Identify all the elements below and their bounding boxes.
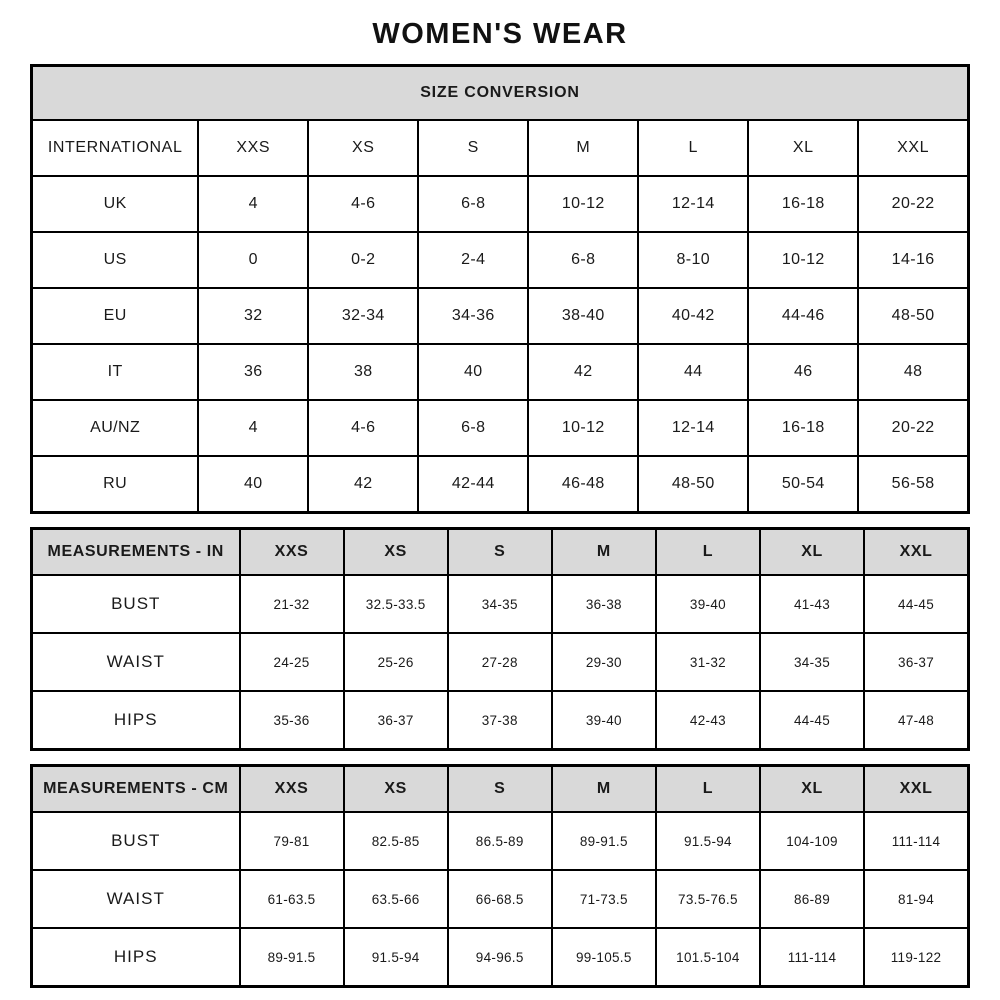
measurements-in-column-headers <box>32 529 969 576</box>
value-cell: 36-38 <box>552 575 656 633</box>
measurements-cm-row-waist <box>32 870 969 928</box>
size-conversion-row-eu <box>32 288 969 344</box>
value-cell: 119-122 <box>864 928 968 987</box>
value-cell: 46 <box>748 344 858 400</box>
size-conversion-row-ru <box>32 456 969 513</box>
value-cell: 44 <box>638 344 748 400</box>
value-cell: 42 <box>308 456 418 513</box>
value-cell: 16-18 <box>748 400 858 456</box>
size-conversion-row-us <box>32 232 969 288</box>
value-cell: 6-8 <box>418 400 528 456</box>
measurements-in-col-1: XXS <box>240 529 344 576</box>
value-cell: 35-36 <box>240 691 344 750</box>
value-cell: 38 <box>308 344 418 400</box>
page-title: WOMEN'S WEAR <box>372 18 628 50</box>
value-cell: 32 <box>198 288 308 344</box>
row-label: HIPS <box>32 691 240 750</box>
value-cell: 38-40 <box>528 288 638 344</box>
value-cell: 37-38 <box>448 691 552 750</box>
value-cell: 50-54 <box>748 456 858 513</box>
measurements-in-col-6: XL <box>760 529 864 576</box>
value-cell: 40-42 <box>638 288 748 344</box>
value-cell: 44-46 <box>748 288 858 344</box>
value-cell: 20-22 <box>858 400 968 456</box>
size-conversion-column-headers <box>32 120 969 176</box>
measurements-cm-row-hips <box>32 928 969 987</box>
value-cell: 4 <box>198 400 308 456</box>
value-cell: 4-6 <box>308 176 418 232</box>
value-cell: 16-18 <box>748 176 858 232</box>
value-cell: 25-26 <box>344 633 448 691</box>
value-cell: 44-45 <box>864 575 968 633</box>
measurements-in-row-hips <box>32 691 969 750</box>
row-label: BUST <box>32 812 240 870</box>
value-cell: 34-35 <box>760 633 864 691</box>
value-cell: 91.5-94 <box>656 812 760 870</box>
row-label: WAIST <box>32 633 240 691</box>
size-conversion-table <box>30 64 970 514</box>
size-conversion-col-1: XXS <box>198 120 308 176</box>
value-cell: 111-114 <box>864 812 968 870</box>
value-cell: 39-40 <box>656 575 760 633</box>
value-cell: 41-43 <box>760 575 864 633</box>
value-cell: 63.5-66 <box>344 870 448 928</box>
row-label: EU <box>32 288 199 344</box>
value-cell: 81-94 <box>864 870 968 928</box>
value-cell: 39-40 <box>552 691 656 750</box>
measurements-in-row-waist <box>32 633 969 691</box>
value-cell: 29-30 <box>552 633 656 691</box>
value-cell: 91.5-94 <box>344 928 448 987</box>
row-label: AU/NZ <box>32 400 199 456</box>
measurements-cm-col-1: XXS <box>240 766 344 813</box>
size-conversion-row-au-nz <box>32 400 969 456</box>
value-cell: 99-105.5 <box>552 928 656 987</box>
value-cell: 89-91.5 <box>240 928 344 987</box>
measurements-cm-row-bust <box>32 812 969 870</box>
measurements-cm-table <box>30 764 970 988</box>
value-cell: 56-58 <box>858 456 968 513</box>
value-cell: 32.5-33.5 <box>344 575 448 633</box>
value-cell: 27-28 <box>448 633 552 691</box>
value-cell: 94-96.5 <box>448 928 552 987</box>
value-cell: 86-89 <box>760 870 864 928</box>
value-cell: 24-25 <box>240 633 344 691</box>
size-conversion-col-7: XXL <box>858 120 968 176</box>
measurements-cm-col-6: XL <box>760 766 864 813</box>
value-cell: 101.5-104 <box>656 928 760 987</box>
value-cell: 6-8 <box>528 232 638 288</box>
measurements-in-col-3: S <box>448 529 552 576</box>
value-cell: 48 <box>858 344 968 400</box>
value-cell: 40 <box>418 344 528 400</box>
value-cell: 104-109 <box>760 812 864 870</box>
value-cell: 0-2 <box>308 232 418 288</box>
value-cell: 32-34 <box>308 288 418 344</box>
size-conversion-col-0: INTERNATIONAL <box>32 120 199 176</box>
size-conversion-title-row <box>32 66 969 121</box>
size-conversion-col-6: XL <box>748 120 858 176</box>
measurements-in-col-4: M <box>552 529 656 576</box>
row-label: BUST <box>32 575 240 633</box>
value-cell: 89-91.5 <box>552 812 656 870</box>
row-label: UK <box>32 176 199 232</box>
value-cell: 14-16 <box>858 232 968 288</box>
value-cell: 12-14 <box>638 176 748 232</box>
measurements-in-row-bust <box>32 575 969 633</box>
value-cell: 86.5-89 <box>448 812 552 870</box>
size-conversion-row-uk <box>32 176 969 232</box>
value-cell: 48-50 <box>638 456 748 513</box>
row-label: RU <box>32 456 199 513</box>
value-cell: 42-43 <box>656 691 760 750</box>
value-cell: 36-37 <box>344 691 448 750</box>
measurements-cm-col-5: L <box>656 766 760 813</box>
measurements-in-table <box>30 527 970 751</box>
measurements-cm-col-0: MEASUREMENTS - CM <box>32 766 240 813</box>
value-cell: 34-35 <box>448 575 552 633</box>
size-conversion-col-3: S <box>418 120 528 176</box>
value-cell: 40 <box>198 456 308 513</box>
value-cell: 47-48 <box>864 691 968 750</box>
size-conversion-col-2: XS <box>308 120 418 176</box>
value-cell: 0 <box>198 232 308 288</box>
measurements-in-col-0: MEASUREMENTS - IN <box>32 529 240 576</box>
value-cell: 8-10 <box>638 232 748 288</box>
measurements-cm-col-3: S <box>448 766 552 813</box>
value-cell: 42 <box>528 344 638 400</box>
value-cell: 46-48 <box>528 456 638 513</box>
value-cell: 31-32 <box>656 633 760 691</box>
value-cell: 10-12 <box>748 232 858 288</box>
row-label: US <box>32 232 199 288</box>
row-label: WAIST <box>32 870 240 928</box>
value-cell: 12-14 <box>638 400 748 456</box>
size-conversion-header: SIZE CONVERSION <box>32 66 969 121</box>
value-cell: 73.5-76.5 <box>656 870 760 928</box>
size-conversion-col-4: M <box>528 120 638 176</box>
row-label: IT <box>32 344 199 400</box>
value-cell: 34-36 <box>418 288 528 344</box>
value-cell: 82.5-85 <box>344 812 448 870</box>
measurements-cm-col-4: M <box>552 766 656 813</box>
value-cell: 42-44 <box>418 456 528 513</box>
value-cell: 71-73.5 <box>552 870 656 928</box>
value-cell: 6-8 <box>418 176 528 232</box>
value-cell: 4-6 <box>308 400 418 456</box>
value-cell: 48-50 <box>858 288 968 344</box>
measurements-cm-col-7: XXL <box>864 766 968 813</box>
value-cell: 4 <box>198 176 308 232</box>
value-cell: 10-12 <box>528 176 638 232</box>
measurements-cm-col-2: XS <box>344 766 448 813</box>
measurements-in-col-2: XS <box>344 529 448 576</box>
value-cell: 111-114 <box>760 928 864 987</box>
value-cell: 36 <box>198 344 308 400</box>
value-cell: 79-81 <box>240 812 344 870</box>
value-cell: 21-32 <box>240 575 344 633</box>
size-conversion-col-5: L <box>638 120 748 176</box>
row-label: HIPS <box>32 928 240 987</box>
value-cell: 2-4 <box>418 232 528 288</box>
value-cell: 66-68.5 <box>448 870 552 928</box>
measurements-in-col-5: L <box>656 529 760 576</box>
measurements-in-col-7: XXL <box>864 529 968 576</box>
value-cell: 61-63.5 <box>240 870 344 928</box>
value-cell: 36-37 <box>864 633 968 691</box>
value-cell: 44-45 <box>760 691 864 750</box>
size-conversion-row-it <box>32 344 969 400</box>
measurements-cm-column-headers <box>32 766 969 813</box>
value-cell: 10-12 <box>528 400 638 456</box>
value-cell: 20-22 <box>858 176 968 232</box>
